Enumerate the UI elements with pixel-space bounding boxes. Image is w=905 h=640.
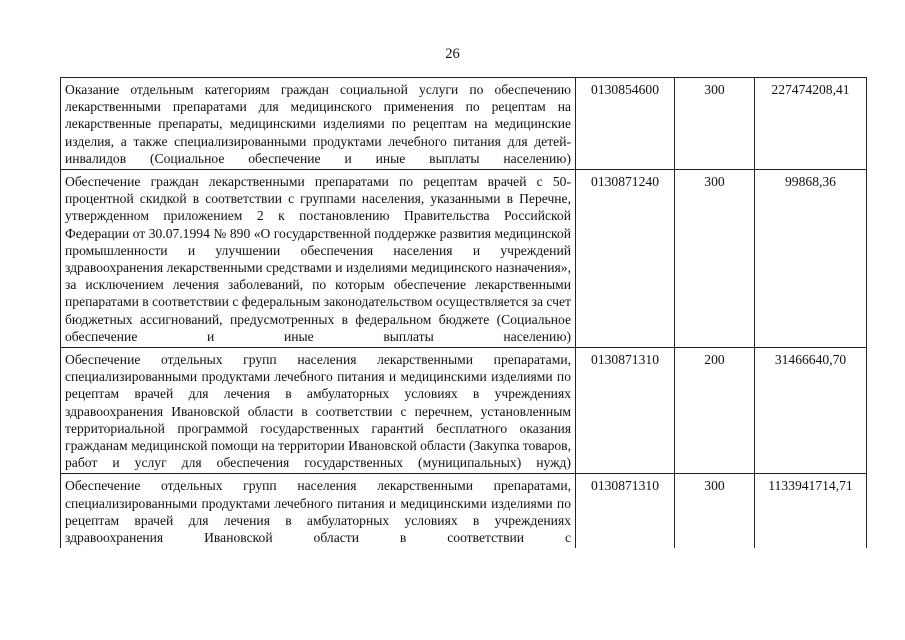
table-row [61,78,867,170]
page-number: 26 [445,46,460,62]
table-row [61,348,867,474]
row-expense-type: 200 [675,348,755,474]
row-expense-type: 300 [675,78,755,170]
row-expense-type: 300 [675,170,755,348]
row-target-code: 0130871310 [576,474,675,548]
row-amount: 99868,36 [755,170,867,348]
table-row [61,474,867,548]
budget-table [60,77,867,548]
table-row [61,170,867,348]
row-amount: 31466640,70 [755,348,867,474]
row-amount: 227474208,41 [755,78,867,170]
row-target-code: 0130871310 [576,348,675,474]
row-target-code: 0130854600 [576,78,675,170]
row-amount: 1133941714,71 [755,474,867,548]
row-description: Обеспечение граждан лекарственными препаратами по рецептам врачей с 50-процентной скидкой в соответствии с группами населения, указанными в Перечне, утвержденном приложением 2 к постановлению Правительства Российской Федерации от 30.07.1994 № 890 «О государственной поддержке развития медицинской промышленности и улучшении обеспечения населения и учреждений здравоохранения лекарственными средствами и изделиями медицинского назначения», за исключением лечения заболеваний, по которым обеспечение лекарственными препаратами в соответствии с федеральным законодательством осуществляется за счет бюджетных ассигнований, предусмотренных в федеральном бюджете (Социальное обеспечение и иные выплаты населению) [61,170,576,348]
row-description: Оказание отдельным категориям граждан социальной услуги по обеспечению лекарственными препаратами для медицинского применения по рецептам на лекарственные препараты, медицинскими изделиями по рецептам на медицинские изделия, а также специализированными продуктами лечебного питания для детей-инвалидов (Социальное обеспечение и иные выплаты населению) [61,78,576,170]
row-description: Обеспечение отдельных групп населения лекарственными препаратами, специализированными продуктами лечебного питания и медицинскими изделиями по рецептам врачей для лечения в амбулаторных условиях в учреждениях здравоохранения Ивановской области в соответствии с перечнем, установленным территориальной программой государственных гарантий бесплатного оказания гражданам медицинской помощи на территории Ивановской области (Закупка товаров, работ и услуг для обеспечения государственных (муниципальных) нужд) [61,348,576,474]
row-target-code: 0130871240 [576,170,675,348]
row-description: Обеспечение отдельных групп населения лекарственными препаратами, специализированными продуктами лечебного питания и медицинскими изделиями по рецептам врачей для лечения в амбулаторных условиях в учреждениях здравоохранения Ивановской области в соответствии с [61,474,576,548]
row-expense-type: 300 [675,474,755,548]
